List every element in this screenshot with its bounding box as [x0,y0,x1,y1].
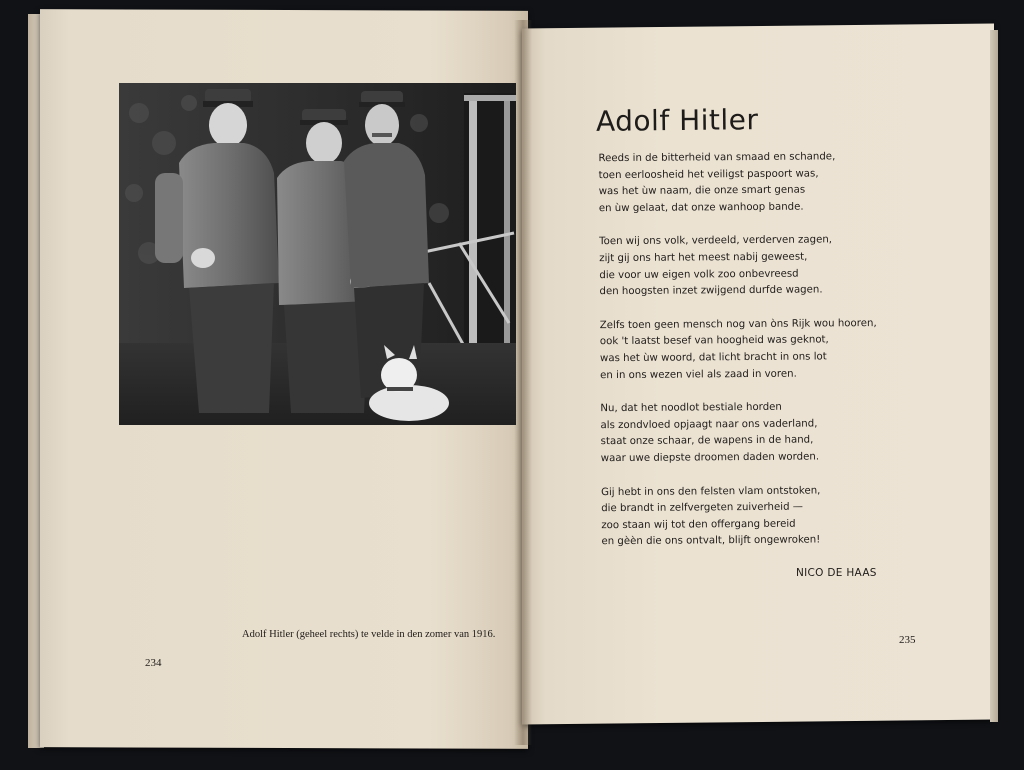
poem-line: staat onze schaar, de wapens in de hand, [600,434,814,448]
stanza [600,316,901,385]
soldiers-photo [119,83,516,425]
stanza [598,149,899,218]
poem-line: toen eerloosheid het veiligst paspoort was, [598,168,819,181]
poem-line: die voor uw eigen volk zoo onbevreesd [599,268,799,281]
poem-line: ook 't laatst besef van hoogheid was geknot, [599,334,829,348]
poem-line: was het ùw woord, dat licht bracht in ons lot [599,351,827,365]
poem-line: waar uwe diepste droomen daden worden. [600,451,820,465]
stanza [600,399,901,468]
poem-line: Toen wij ons volk, verdeeld, verderven zagen, [599,234,833,248]
poem-line: en in ons wezen viel als zaad in voren. [600,368,797,381]
poem-line: die brandt in zelfvergeten zuiverheid — [601,501,804,515]
poem-line: Reeds in de bitterheid van smaad en schande, [598,151,836,165]
right-page-edge [990,30,998,722]
poem-line: als zondvloed opjaagt naar ons vaderland, [600,418,818,431]
photo-caption: Adolf Hitler (geheel rechts) te velde in den zomer van 1916. [242,629,496,640]
poem-line: en gèèn die ons ontvalt, blijft ongewroken! [601,534,821,548]
poem-line: Nu, dat het noodlot bestiale horden [600,401,782,415]
poem-line: den hoogsten inzet zwijgend durfde wagen. [599,284,823,298]
poem-line: Gij hebt in ons den felsten vlam ontstoken, [601,484,821,498]
poem-line: was het ùw naam, die onze smart genas [598,184,806,198]
poem-title: Adolf Hitler [595,103,759,138]
stanza [601,482,902,551]
poem-line: Zelfs toen geen mensch nog van òns Rijk wou hooren, [599,317,877,331]
page-number-right: 235 [899,634,916,646]
poem-line: zoo staan wij tot den offergang bereid [601,518,796,531]
stanza [599,232,900,301]
poem-line: zijt gij ons hart het meest nabij geweest, [599,251,808,265]
page-number-left: 234 [145,657,162,669]
poem-line: en ùw gelaat, dat onze wanhoop bande. [598,201,804,214]
poem-body [598,149,901,568]
poem-author: NICO DE HAAS [796,567,877,579]
